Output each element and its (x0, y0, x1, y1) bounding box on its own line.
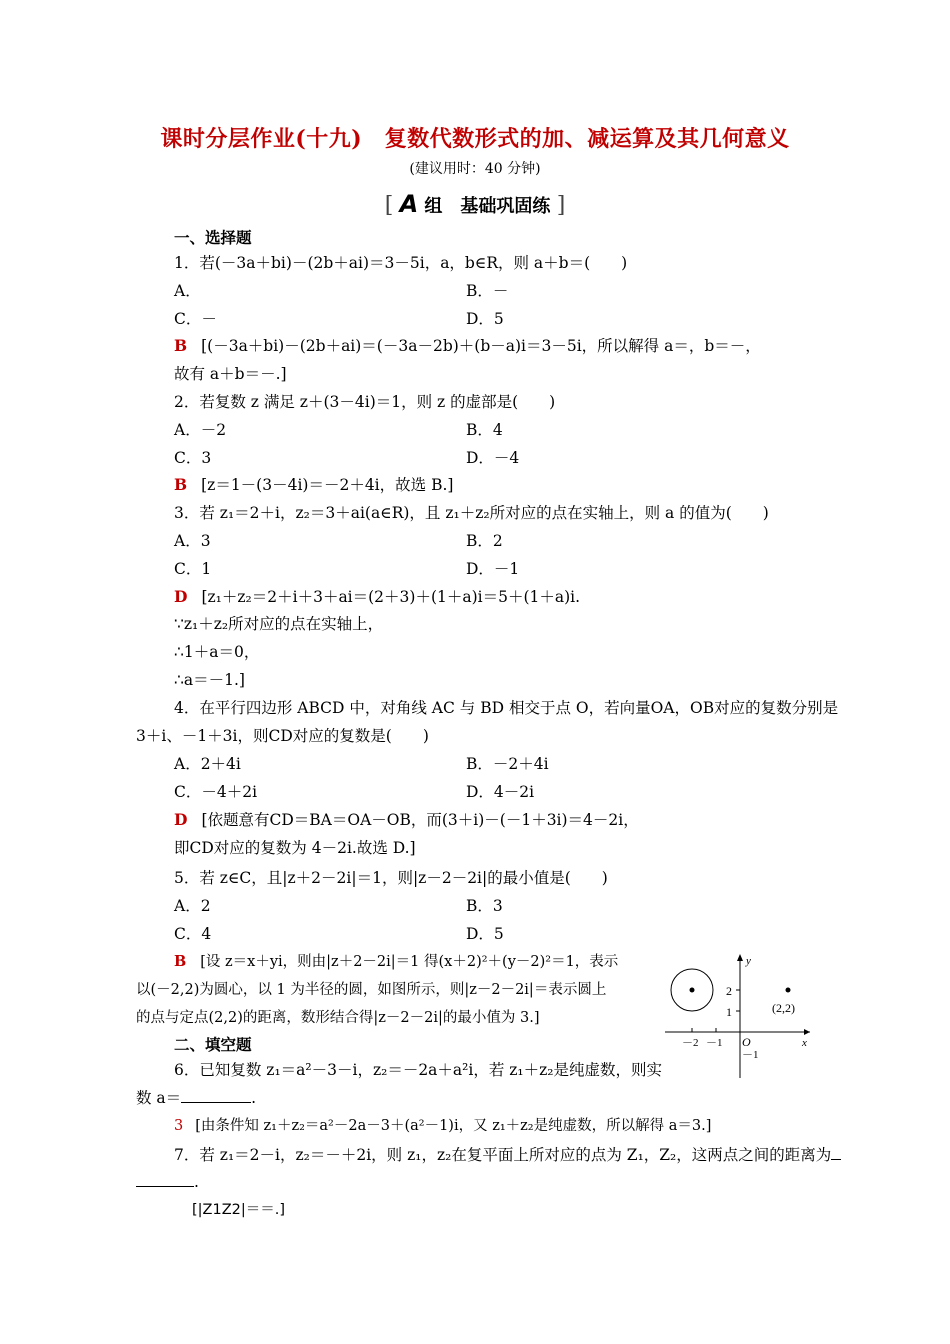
y-axis-label: y (746, 955, 751, 967)
q2-option-b: B．4 (466, 421, 503, 439)
q4-answer: D (174, 810, 188, 829)
q5-solution-line1: [设 z＝x＋yi，则由|z＋2－2i|＝1 得(x＋2)²＋(y－2)²＝1，表示 (200, 954, 619, 970)
q2-solution (174, 475, 453, 495)
q3-solution-line3: ∴1＋a＝0， (174, 643, 260, 661)
point-dot (786, 988, 791, 993)
q2-stem: 2．若复数 z 满足 z＋(3－4i)＝1，则 z 的虚部是( ) (174, 393, 556, 411)
q7-blank-line: . (136, 1172, 199, 1192)
q1-solution-line1: [(－3a＋bi)－(2b＋ai)＝(－3a－2b)＋(b－a)i＝3－5i，所以解得 a＝，b＝－， (201, 337, 761, 355)
q1-option-d: D．5 (466, 310, 504, 328)
q4-stem-line1: 4．在平行四边形 ABCD 中，对角线 AC 与 BD 相交于点 O，若向量OA，OB对应的复数分别是 (174, 699, 839, 717)
x-axis-label: x (802, 1037, 807, 1049)
q5-option-d: D．5 (466, 925, 504, 943)
q3-option-a: A．3 (174, 532, 211, 550)
q5-option-c: C．4 (174, 925, 212, 943)
q6-stem-line2-text: 数 a＝ (136, 1089, 182, 1107)
x-axis-arrow-icon (804, 1029, 810, 1035)
y-tick-label-m1: －1 (742, 1049, 759, 1061)
q6-answer: 3 (174, 1118, 184, 1134)
q4-option-a: A．2＋4i (174, 755, 241, 773)
q6-blank[interactable] (181, 1088, 251, 1103)
q5-option-b: B．3 (466, 897, 503, 915)
y-tick-label-1: 1 (726, 1005, 732, 1019)
q4-stem-line2: 3＋i、－1＋3i，则CD对应的复数是( ) (136, 727, 429, 745)
y-tick-label-2: 2 (726, 984, 732, 998)
q5-option-a: A．2 (174, 897, 211, 915)
q5-solution-line3: 的点与定点(2,2)的距离，数形结合得|z－2－2i|的最小值为 3.] (136, 1010, 540, 1026)
q2-answer: B (174, 475, 188, 494)
group-bracket-open: [ (384, 193, 394, 218)
q7-stem (174, 1145, 841, 1165)
q1-solution-line2: 故有 a＋b＝－.] (174, 365, 287, 383)
group-header (0, 190, 950, 218)
q3-answer: D (174, 587, 188, 606)
q4-solution-line2: 即CD对应的复数为 4－2i.故选 D.] (174, 839, 416, 857)
q5-solution-line2: 以(－2,2)为圆心，以 1 为半径的圆，如图所示，则|z－2－2i|＝表示圆上 (136, 982, 607, 998)
q5-answer: B (174, 953, 187, 970)
q3-solution-line1: [z₁＋z₂＝2＋i＋3＋ai＝(2＋3)＋(1＋a)i＝5＋(1＋a)i. (201, 588, 581, 606)
page-title: 课时分层作业(十九) 复数代数形式的加、减运算及其几何意义 (160, 126, 790, 152)
q1-option-b: B．－ (466, 282, 509, 300)
q4-solution-line1: [依题意有CD＝BA＝OA－OB，而(3＋i)－(－1＋3i)＝4－2i， (201, 811, 639, 829)
q3-option-d: D．－1 (466, 560, 520, 578)
origin-label: O (742, 1035, 751, 1049)
x-tick-label-m2: －2 (682, 1037, 699, 1049)
y-axis-arrow-icon (737, 954, 743, 961)
q4-option-b: B．－2＋4i (466, 755, 549, 773)
q4-solution (174, 810, 639, 830)
q7-solution: [|Z1Z2|＝＝.] (192, 1202, 286, 1218)
section-fill: 二、填空题 (174, 1035, 252, 1054)
q4-option-c: C．－4＋2i (174, 783, 258, 801)
q2-option-c: C．3 (174, 449, 212, 467)
q5-solution (174, 952, 618, 972)
q6-stem-line1: 6．已知复数 z₁＝a²－3－i，z₂＝－2a＋a²i，若 z₁＋z₂是纯虚数，则实 (174, 1061, 663, 1079)
q6-solution-text: [由条件知 z₁＋z₂＝a²－2a－3＋(a²－1)i，又 z₁＋z₂是纯虚数，所以解得 a＝3.] (195, 1118, 712, 1134)
group-letter: A (399, 190, 419, 218)
q3-solution (174, 587, 580, 607)
q3-solution-line4: ∴a＝－1.] (174, 671, 245, 689)
q7-blank[interactable] (136, 1172, 194, 1187)
q3-solution-line2: ∵z₁＋z₂所对应的点在实轴上， (174, 615, 384, 633)
q1-option-a: A． (174, 282, 201, 300)
q1-solution (174, 336, 761, 356)
group-label: 组 基础巩固练 (424, 196, 551, 217)
q3-stem: 3．若 z₁＝2＋i，z₂＝3＋ai(a∈R)，且 z₁＋z₂所对应的点在实轴上，则 a 的值为( ) (174, 504, 769, 522)
q1-stem: 1．若(－3a＋bi)－(2b＋ai)＝3－5i，a，b∈R，则 a＋b＝( ) (174, 254, 628, 272)
q3-option-b: B．2 (466, 532, 503, 550)
q2-option-d: D．－4 (466, 449, 520, 467)
time-hint: (建议用时：40 分钟) (409, 161, 541, 177)
q7-stem-text: 7．若 z₁＝2－i，z₂＝－＋2i，则 z₁，z₂在复平面上所对应的点为 Z₁，Z₂，这两点之间的距离为 (174, 1146, 832, 1164)
q1-answer: B (174, 336, 188, 355)
q6-solution (174, 1116, 711, 1136)
complex-plane-figure (660, 950, 820, 1080)
q3-option-c: C．1 (174, 560, 212, 578)
q2-solution-text: [z＝1－(3－4i)＝－2＋4i，故选 B.] (201, 476, 454, 494)
q1-option-c: C．－ (174, 310, 217, 328)
q5-stem: 5．若 z∈C，且|z＋2－2i|＝1，则|z－2－2i|的最小值是( ) (174, 869, 608, 887)
x-tick-label-m1: －1 (706, 1037, 723, 1049)
section-choice: 一、选择题 (174, 228, 252, 247)
q2-option-a: A．－2 (174, 421, 227, 439)
group-bracket-close: ] (556, 193, 566, 218)
point-label: (2,2) (772, 1001, 795, 1015)
circle-center-dot (690, 988, 695, 993)
q4-option-d: D．4－2i (466, 783, 535, 801)
q6-stem-line2: 数 a＝ . (136, 1089, 257, 1107)
